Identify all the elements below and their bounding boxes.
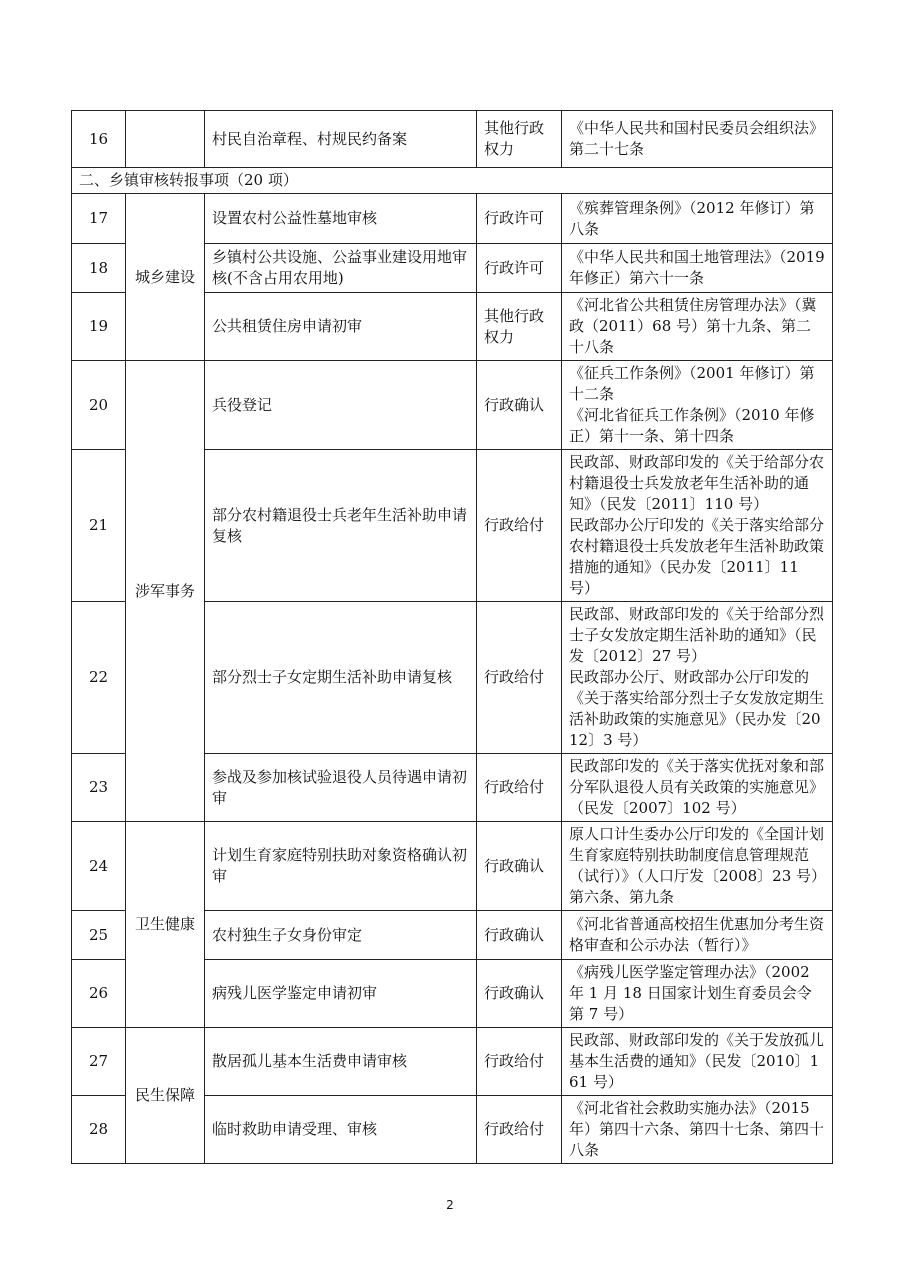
legal-basis (562, 602, 833, 754)
legal-basis (562, 754, 833, 822)
power-type: 行政给付 (477, 450, 562, 602)
item-name: 病残儿医学鉴定申请初审 (205, 960, 477, 1028)
row-number: 19 (72, 293, 126, 361)
basis-text: 民政部、财政部印发的《关于发放孤儿基本生活费的通知》（民发〔2010〕161 号） (569, 1031, 825, 1091)
row-number: 21 (72, 450, 126, 602)
row-number: 28 (72, 1096, 126, 1164)
table-row (72, 1028, 833, 1096)
power-type: 行政给付 (477, 602, 562, 754)
basis-text: 《河北省征兵工作条例》（2010 年修正）第十一条、第十四条 (569, 406, 815, 445)
legal-basis (562, 960, 833, 1028)
basis-text: 民政部办公厅、财政部办公厅印发的《关于落实给部分烈士子女发放定期生活补助政策的实施意见》（民办发〔2012〕3 号） (569, 668, 825, 749)
legal-basis (562, 361, 833, 450)
legal-basis (562, 111, 833, 168)
basis-text: 原人口计生委办公厅印发的《全国计划生育家庭特别扶助制度信息管理规范（试行）》（人口厅发〔2008〕23 号）第六条、第九条 (569, 825, 825, 906)
legal-basis (562, 194, 833, 244)
item-name: 兵役登记 (205, 361, 477, 450)
basis-text: 民政部办公厅印发的《关于落实给部分农村籍退役士兵发放老年生活补助政策措施的通知》（民办发〔2011〕11 号） (569, 516, 825, 597)
item-name: 乡镇村公共设施、公益事业建设用地审核(不含占用农用地) (205, 244, 477, 293)
category-cell: 涉军事务 (126, 361, 205, 822)
row-number: 27 (72, 1028, 126, 1096)
category-cell: 城乡建设 (126, 194, 205, 361)
power-type: 行政确认 (477, 911, 562, 960)
row-number: 22 (72, 602, 126, 754)
basis-text: 民政部、财政部印发的《关于给部分烈士子女发放定期生活补助的通知》（民发〔2012〕27 号） (569, 605, 825, 665)
item-name: 参战及参加核试验退役人员待遇申请初审 (205, 754, 477, 822)
table-row (72, 194, 833, 244)
item-name: 部分农村籍退役士兵老年生活补助申请复核 (205, 450, 477, 602)
power-type: 行政给付 (477, 1096, 562, 1164)
legal-basis (562, 1096, 833, 1164)
legal-basis (562, 450, 833, 602)
row-number: 26 (72, 960, 126, 1028)
legal-basis (562, 822, 833, 911)
row-number: 23 (72, 754, 126, 822)
item-name: 农村独生子女身份审定 (205, 911, 477, 960)
basis-text: 《中华人民共和国村民委员会组织法》第二十七条 (569, 119, 825, 158)
category-cell: 卫生健康 (126, 822, 205, 1028)
legal-basis (562, 1028, 833, 1096)
power-type: 行政确认 (477, 822, 562, 911)
section-heading: 二、乡镇审核转报事项（20 项） (72, 168, 833, 194)
power-type: 行政许可 (477, 244, 562, 293)
table-row (72, 822, 833, 911)
basis-text: 民政部印发的《关于落实优抚对象和部分军队退役人员有关政策的实施意见》（民发〔2007〕102 号） (569, 757, 825, 817)
item-name: 设置农村公益性墓地审核 (205, 194, 477, 244)
table-row (72, 111, 833, 168)
basis-text: 《殡葬管理条例》（2012 年修订）第八条 (569, 198, 815, 238)
basis-text: 民政部、财政部印发的《关于给部分农村籍退役士兵发放老年生活补助的通知》（民发〔2011〕110 号） (569, 453, 825, 513)
item-name: 部分烈士子女定期生活补助申请复核 (205, 602, 477, 754)
row-number: 17 (72, 194, 126, 244)
item-name: 村民自治章程、村规民约备案 (205, 111, 477, 168)
item-name: 临时救助申请受理、审核 (205, 1096, 477, 1164)
power-type: 行政确认 (477, 960, 562, 1028)
category-cell: 民生保障 (126, 1028, 205, 1164)
row-number: 24 (72, 822, 126, 911)
page-number: 2 (446, 1198, 454, 1212)
row-number: 20 (72, 361, 126, 450)
basis-text: 《中华人民共和国土地管理法》（2019 年修正）第六十一条 (569, 248, 825, 287)
power-type: 其他行政权力 (477, 111, 562, 168)
basis-text: 《河北省普通高校招生优惠加分考生资格审查和公示办法（暂行）》 (569, 915, 825, 954)
power-type: 行政确认 (477, 361, 562, 450)
category-cell (126, 111, 205, 168)
power-type: 行政给付 (477, 1028, 562, 1096)
power-type: 行政许可 (477, 194, 562, 244)
row-number: 18 (72, 244, 126, 293)
legal-basis (562, 911, 833, 960)
basis-text: 《河北省社会救助实施办法》（2015 年）第四十六条、第四十七条、第四十八条 (569, 1099, 825, 1159)
matters-table (71, 110, 833, 1164)
item-name: 散居孤儿基本生活费申请审核 (205, 1028, 477, 1096)
basis-text: 《河北省公共租赁住房管理办法》（冀政（2011）68 号）第十九条、第二十八条 (569, 296, 817, 356)
legal-basis (562, 244, 833, 293)
section-row (72, 168, 833, 194)
row-number: 16 (72, 111, 126, 168)
legal-basis (562, 293, 833, 361)
row-number: 25 (72, 911, 126, 960)
item-name: 计划生育家庭特别扶助对象资格确认初审 (205, 822, 477, 911)
power-type: 行政给付 (477, 754, 562, 822)
basis-text: 《征兵工作条例》（2001 年修订）第十二条 (569, 364, 815, 403)
basis-text: 《病残儿医学鉴定管理办法》（2002 年 1 月 18 日国家计划生育委员会令第 7 号） (569, 963, 812, 1023)
table-row (72, 361, 833, 450)
item-name: 公共租赁住房申请初审 (205, 293, 477, 361)
power-type: 其他行政权力 (477, 293, 562, 361)
